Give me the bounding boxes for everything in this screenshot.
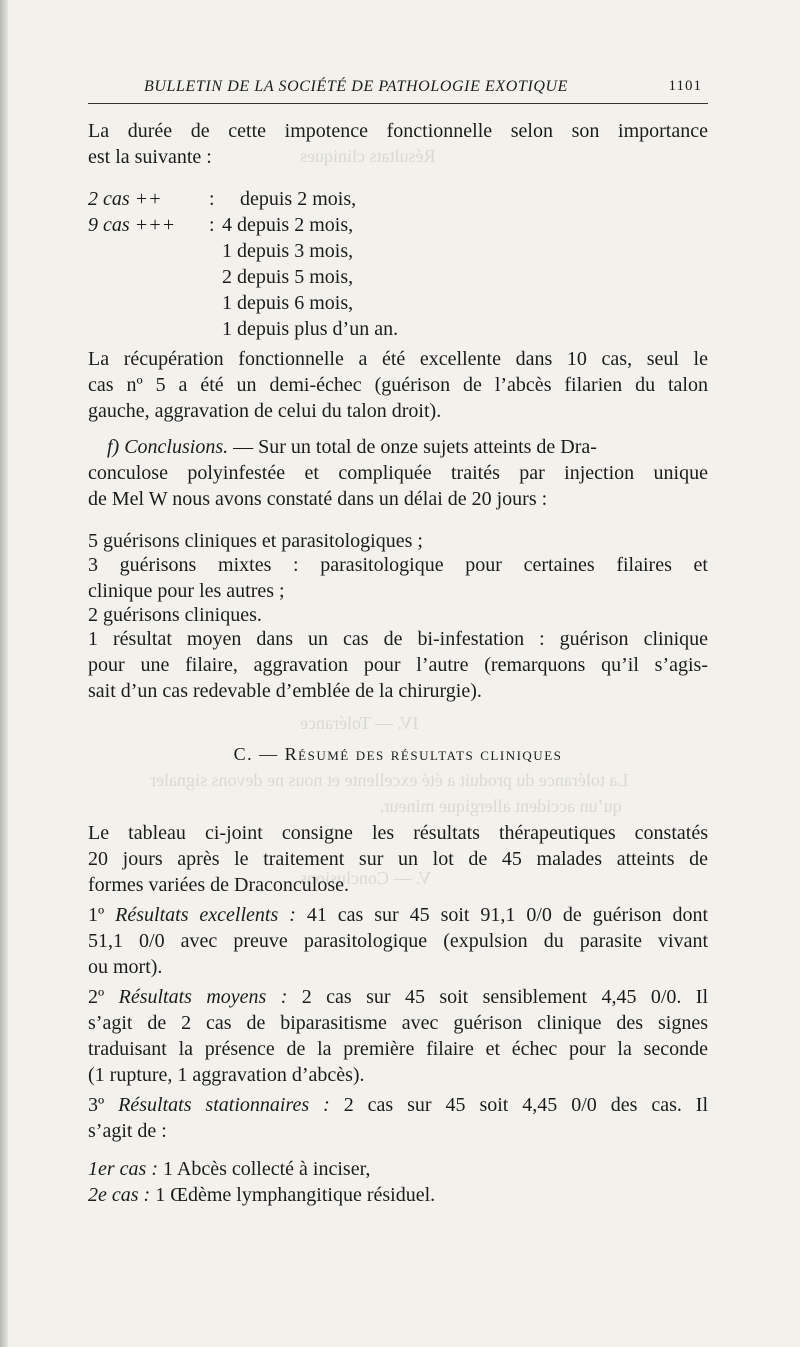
list-item: 5 guérisons cliniques et parasitologiques ; [88, 530, 423, 552]
case-line [88, 1156, 708, 1182]
paragraph-line: de Mel W nous avons constaté dans un délai de 20 jours : [88, 488, 548, 510]
show-through-text: V. — Conclusions [300, 868, 432, 888]
duration-value: 1 depuis 6 mois, [222, 292, 354, 314]
result-excellent-line [88, 902, 708, 928]
result-number: 3º [88, 1094, 105, 1116]
show-through-text: IV. — Tolérance [300, 713, 419, 733]
section-letter: C. — [233, 744, 279, 764]
section-title: Résumé des résultats cliniques [284, 744, 563, 764]
paragraph-line: s’agit de 2 cas de biparasitisme avec guérison clinique des signes [88, 1012, 708, 1034]
duration-value: depuis 2 mois, [240, 188, 357, 210]
duration-label: 9 cas +++ [88, 214, 176, 236]
duration-separator: : [209, 214, 215, 236]
paragraph-line: ou mort). [88, 956, 163, 978]
paragraph-line: 20 jours après le traitement sur un lot de 45 malades atteints de [88, 848, 708, 870]
duration-value: 1 depuis 3 mois, [222, 240, 354, 262]
paragraph-line: s’agit de : [88, 1120, 167, 1142]
paragraph-line: Le tableau ci-joint consigne les résultats thérapeutiques constatés [88, 822, 708, 844]
running-header [88, 74, 708, 102]
result-stationnaire-line [88, 1092, 708, 1118]
list-item: pour une filaire, aggravation pour l’autre (remarquons qu’il s’agis- [88, 654, 708, 676]
duration-value: 4 depuis 2 mois, [222, 214, 354, 236]
journal-title: BULLETIN DE LA SOCIÉTÉ DE PATHOLOGIE EXOTIQUE [144, 78, 569, 95]
result-text: 41 cas sur 45 soit 91,1 0/0 de guérison dont [306, 904, 709, 926]
duration-separator: : [209, 188, 215, 210]
paragraph-line-text: La récupération fonctionnelle a été excellente dans 10 cas, seul le [88, 348, 708, 370]
paragraph-line: formes variées de Draconculose. [88, 874, 349, 896]
duration-value: 1 depuis plus d’un an. [222, 318, 399, 340]
list-item: 2 guérisons cliniques. [88, 604, 262, 626]
paragraph-line: gauche, aggravation de celui du talon droit). [88, 400, 442, 422]
result-title: Résultats excellents : [115, 904, 296, 926]
result-text: 2 cas sur 45 soit sensiblement 4,45 0/0. Il [301, 986, 709, 1008]
show-through-text: qu’un accident allergique mineur. [380, 796, 622, 816]
case-label: 1er cas : [88, 1158, 158, 1180]
result-number: 1º [88, 904, 105, 926]
paragraph-line: La durée de cette impotence fonctionnelle selon son importance [88, 120, 708, 142]
list-item: sait d’un cas redevable d’emblée de la chirurgie). [88, 680, 482, 702]
paragraph-line: 51,1 0/0 avec preuve parasitologique (expulsion du parasite vivant [88, 930, 708, 952]
conclusions-first-line [107, 434, 708, 460]
list-item: 1 résultat moyen dans un cas de bi-infestation : guérison clinique [88, 628, 708, 650]
paragraph-line [88, 346, 708, 372]
result-text: 2 cas sur 45 soit 4,45 0/0 des cas. Il [343, 1094, 709, 1116]
case-text: 1 Abcès collecté à inciser, [162, 1158, 371, 1180]
paragraph-line-text: — Sur un total de onze sujets atteints de Dra- [233, 436, 597, 458]
paragraph-line: (1 rupture, 1 aggravation d’abcès). [88, 1064, 365, 1086]
duration-label: 2 cas ++ [88, 188, 162, 210]
result-moyen-line [88, 984, 708, 1010]
case-text: 1 Œdème lymphangitique résiduel. [155, 1184, 436, 1206]
show-through-text: La tolérance du produit a été excellente et nous ne devons signaler [150, 770, 629, 790]
list-item: 3 guérisons mixtes : parasitologique pour certaines filaires et [88, 554, 708, 576]
result-title: Résultats stationnaires : [118, 1094, 330, 1116]
header-rule [88, 103, 708, 104]
duration-value: 2 depuis 5 mois, [222, 266, 354, 288]
result-number: 2º [88, 986, 105, 1008]
paragraph-line: traduisant la présence de la première filaire et échec pour la seconde [88, 1038, 708, 1060]
case-label: 2e cas : [88, 1184, 151, 1206]
page-number: 1101 [668, 78, 702, 94]
conclusions-heading: f) Conclusions. [107, 436, 229, 458]
section-heading [88, 744, 708, 765]
paragraph-line: conculose polyinfestée et compliquée traités par injection unique [88, 462, 708, 484]
paragraph-line: est la suivante : [88, 146, 212, 168]
result-title: Résultats moyens : [118, 986, 288, 1008]
case-line [88, 1182, 708, 1208]
paragraph-line: cas nº 5 a été un demi-échec (guérison de l’abcès filarien du talon [88, 374, 708, 396]
list-item: clinique pour les autres ; [88, 580, 285, 602]
show-through-text: Résultats cliniques [300, 146, 436, 166]
